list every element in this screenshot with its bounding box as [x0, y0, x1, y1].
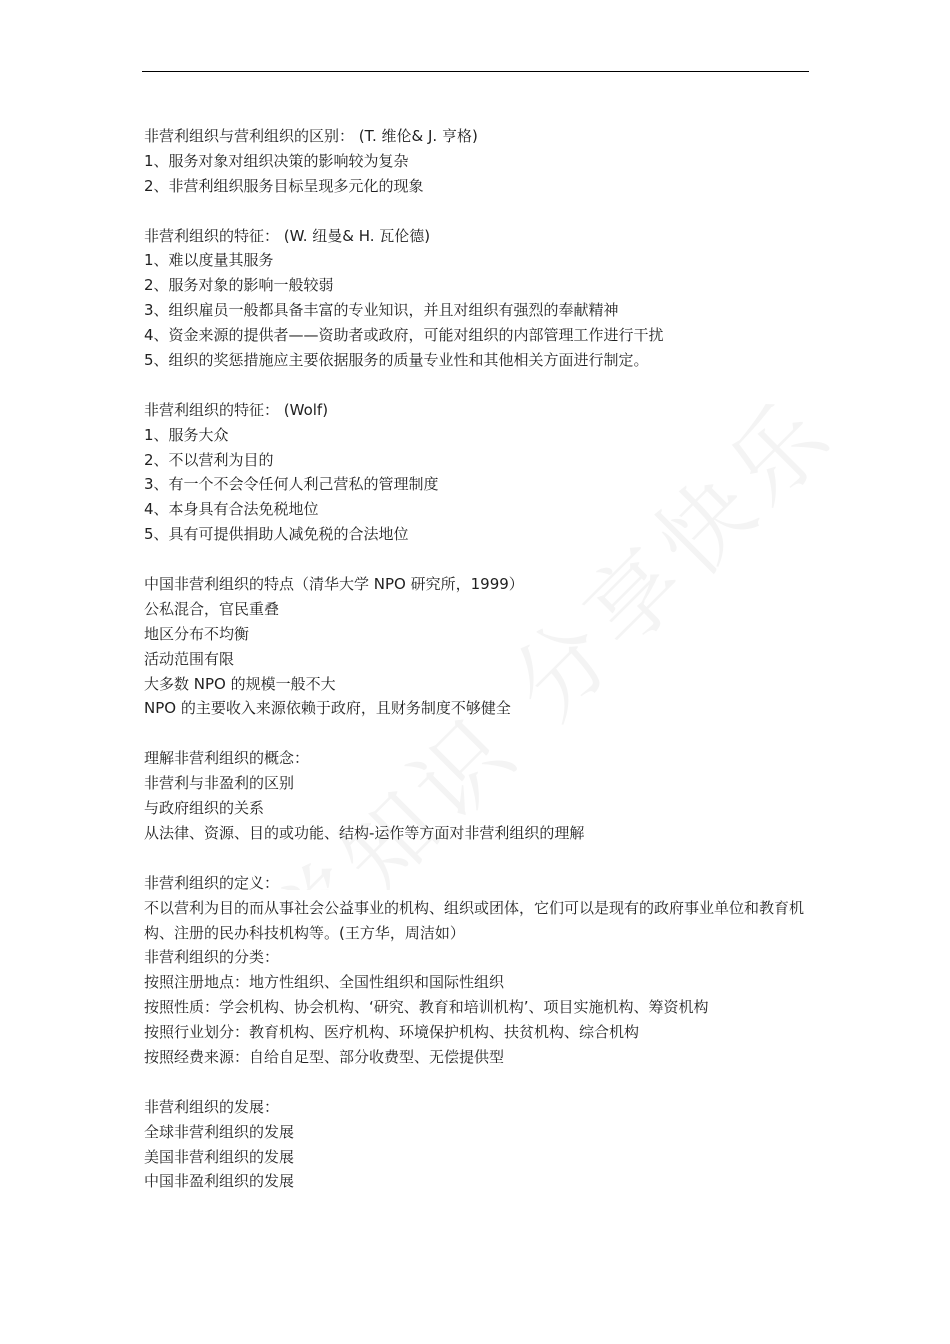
subsection-heading: 非营利组织的分类：: [144, 948, 280, 967]
list-item: 5、具有可提供捐助人减免税的合法地位: [144, 525, 409, 544]
list-item: 按照注册地点：地方性组织、全国性组织和国际性组织: [144, 973, 505, 992]
list-item: 地区分布不均衡: [144, 624, 250, 643]
list-item: 1、难以度量其服务: [144, 251, 274, 270]
paragraph-gap: [144, 846, 812, 871]
list-item: 公私混合，官民重叠: [144, 599, 280, 618]
section-heading: 非营利组织的定义：: [144, 873, 280, 892]
section-characteristics-newman: [144, 224, 812, 373]
list-item: 4、资金来源的提供者——资助者或政府，可能对组织的内部管理工作进行干扰: [144, 326, 664, 345]
list-item: 2、非营利组织服务目标呈现多元化的现象: [144, 176, 424, 195]
document-body: [144, 124, 812, 1194]
list-item: 2、服务对象的影响一般较弱: [144, 276, 334, 295]
list-item: 从法律、资源、目的或功能、结构-运作等方面对非营利组织的理解: [144, 823, 585, 842]
section-definition: [144, 871, 812, 1070]
list-item: 活动范围有限: [144, 649, 235, 668]
section-heading: 理解非营利组织的概念：: [144, 749, 310, 768]
section-heading: 非营利组织的特征： (W. 纽曼& H. 瓦伦德): [144, 226, 431, 245]
list-item: 非营利与非盈利的区别: [144, 774, 295, 793]
list-item: 按照行业划分：教育机构、医疗机构、环境保护机构、扶贫机构、综合机构: [144, 1023, 640, 1042]
paragraph-gap: [144, 721, 812, 746]
list-item: 5、组织的奖惩措施应主要依据服务的质量专业性和其他相关方面进行制定。: [144, 351, 649, 370]
paragraph-gap: [144, 199, 812, 224]
section-concept: [144, 746, 812, 846]
section-development: [144, 1095, 812, 1195]
list-item: 1、服务大众: [144, 425, 229, 444]
section-profit-vs-nonprofit: [144, 124, 812, 199]
paragraph-gap: [144, 1070, 812, 1095]
paragraph-gap: [144, 373, 812, 398]
list-item: 中国非盈利组织的发展: [144, 1172, 295, 1191]
section-china-npo-features: [144, 572, 812, 721]
list-item: 美国非营利组织的发展: [144, 1147, 295, 1166]
list-item: 按照性质：学会机构、协会机构、‘研究、教育和培训机构’、项目实施机构、筹资机构: [144, 998, 709, 1017]
list-item: 3、组织雇员一般都具备丰富的专业知识，并且对组织有强烈的奉献精神: [144, 301, 619, 320]
list-item: 全球非营利组织的发展: [144, 1122, 295, 1141]
section-heading: 非营利组织的特征： (Wolf): [144, 400, 329, 419]
list-item: 2、不以营利为目的: [144, 450, 274, 469]
section-heading: 非营利组织与营利组织的区别： (T. 维伦& J. 亨格): [144, 127, 478, 145]
section-characteristics-wolf: [144, 398, 812, 547]
list-item: 4、本身具有合法免税地位: [144, 500, 319, 519]
definition-paragraph: 不以营利为目的而从事社会公益事业的机构、组织或团体，它们可以是现有的政府事业单位和教育机构、注册的民办科技机构等。(王方华，周洁如）: [144, 898, 805, 942]
section-heading: 非营利组织的发展：: [144, 1097, 280, 1116]
paragraph-gap: [144, 547, 812, 572]
list-item: 与政府组织的关系: [144, 799, 265, 818]
list-item: 1、服务对象对组织决策的影响较为复杂: [144, 151, 409, 170]
section-heading: 中国非营利组织的特点（清华大学 NPO 研究所，1999）: [144, 575, 524, 594]
list-item: NPO 的主要收入来源依赖于政府，且财务制度不够健全: [144, 699, 511, 718]
list-item: 按照经费来源：自给自足型、部分收费型、无偿提供型: [144, 1047, 505, 1066]
header-rule: [142, 71, 809, 72]
list-item: 大多数 NPO 的规模一般不大: [144, 674, 336, 693]
list-item: 3、有一个不会令任何人利己营私的管理制度: [144, 475, 439, 494]
